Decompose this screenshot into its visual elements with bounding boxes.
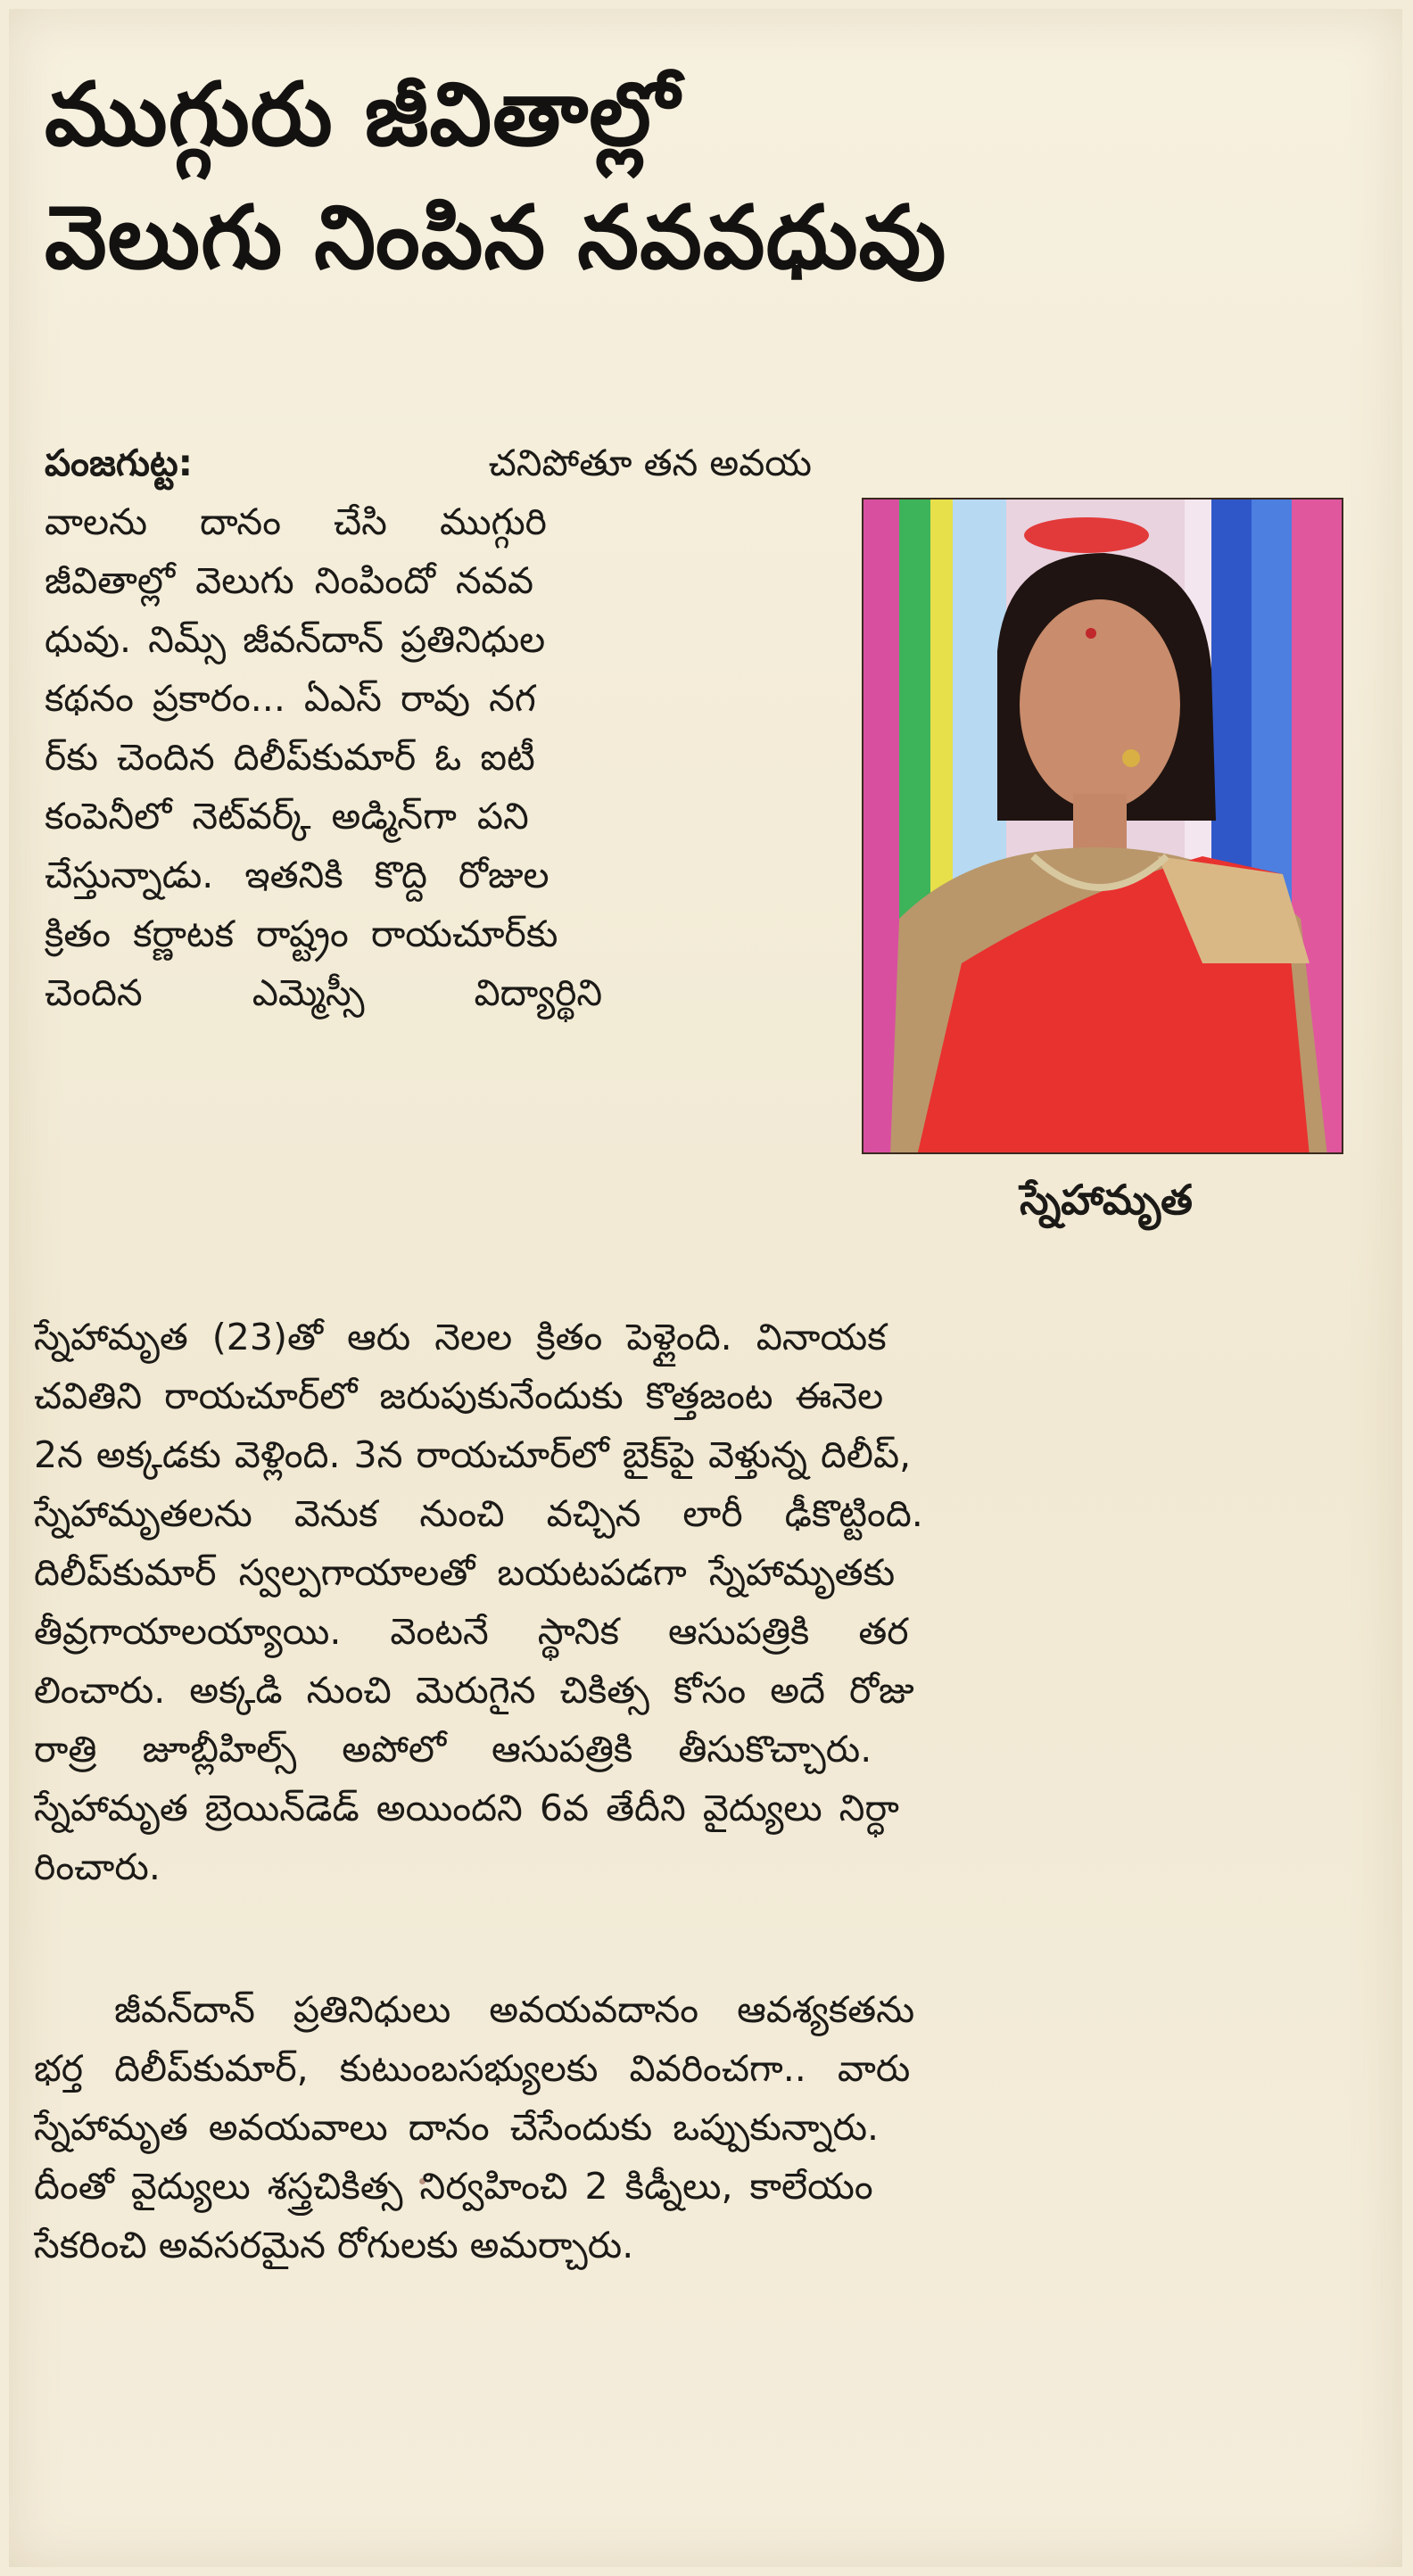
body-line: 2న అక్కడకు వెళ్లింది. 3న రాయచూర్‌లో బైక్‌పై వెళ్తున్న దిలీప్, xyxy=(34,1433,912,1476)
body-line: జీవితాల్లో వెలుగు నింపిందో నవవ xyxy=(45,559,533,602)
body-line: రాత్రి జూబ్లీహిల్స్ అపోలో ఆసుపత్రికి తీసుకొచ్చారు. xyxy=(34,1728,872,1771)
headline-line-1: ముగ్గురు జీవితాల్లో xyxy=(45,64,681,166)
bride-portrait-image xyxy=(864,500,1343,1154)
body-line: చేస్తున్నాడు. ఇతనికి కొద్ది రోజుల xyxy=(45,854,550,896)
body-line: చెందిన ఎమ్మెస్సీ విద్యార్థిని xyxy=(45,971,603,1014)
body-line: దీంతో వైద్యులు శస్త్రచికిత్స నిర్వహించి 2 కిడ్నీలు, కాలేయం xyxy=(34,2165,873,2208)
body-line: లించారు. అక్కడి నుంచి మెరుగైన చికిత్స కోసం అదే రోజు xyxy=(34,1669,914,1712)
article-body-column xyxy=(45,433,812,1022)
body-line: భర్త దిలీప్‌కుమార్, కుటుంబసభ్యులకు వివరించగా.. వారు xyxy=(34,2047,911,2090)
body-line: కంపెనీలో నెట్‌వర్క్ అడ్మిన్‌గా పని xyxy=(45,795,529,838)
dateline: పంజగుట్ట: xyxy=(45,442,194,484)
body-line xyxy=(45,433,812,492)
body-line: స్నేహామృత (23)తో ఆరు నెలల క్రితం పెళ్లైంది. వినాయక xyxy=(34,1316,887,1358)
body-line-text: చనిపోతూ తన అవయ xyxy=(488,442,812,484)
body-line: క్రితం కర్ణాటక రాష్ట్రం రాయచూర్‌కు xyxy=(45,912,558,955)
body-line: తీవ్రగాయాలయ్యాయి. వెంటనే స్థానిక ఆసుపత్రికి తర xyxy=(34,1610,909,1653)
body-line: దిలీప్‌కుమార్ స్వల్పగాయాలతో బయటపడగా స్నేహామృతకు xyxy=(34,1551,896,1594)
body-line: చవితిని రాయచూర్‌లో జరుపుకునేందుకు కొత్తజంట ఈనెల xyxy=(34,1375,884,1417)
article-headline xyxy=(45,54,1347,300)
body-line: ధువు. నిమ్స్ జీవన్‌దాన్ ప్రతినిధుల xyxy=(45,618,546,661)
body-line: సేకరించి అవసరమైన రోగులకు అమర్చారు. xyxy=(34,2224,634,2266)
body-line: స్నేహామృత అవయవాలు దానం చేసేందుకు ఒప్పుకున్నారు. xyxy=(34,2106,880,2149)
body-line: స్నేహామృత బ్రెయిన్‌డెడ్ అయిందని 6వ తేదీని వైద్యులు నిర్ధా xyxy=(34,1787,899,1829)
photo-caption: స్నేహామృత xyxy=(1020,1176,1193,1224)
article-body-paragraph-1 xyxy=(34,1308,1354,1896)
body-line: స్నేహామృతలను వెనుక నుంచి వచ్చిన లారీ ఢీకొట్టింది. xyxy=(34,1492,923,1535)
body-line: కథనం ప్రకారం... ఏఎస్ రావు నగ xyxy=(45,677,536,720)
bride-photo xyxy=(862,498,1343,1154)
headline-line-2: వెలుగు నింపిన నవవధువు xyxy=(45,187,947,289)
body-line: ర్‌కు చెందిన దిలీప్‌కుమార్ ఓ ఐటీ xyxy=(45,736,535,779)
body-line: జీవన్‌దాన్ ప్రతినిధులు అవయవదానం ఆవశ్యకతను xyxy=(114,1988,915,2031)
article-body-paragraph-2 xyxy=(34,1980,1354,2275)
body-line: రించారు. xyxy=(34,1845,161,1888)
body-line: వాలను దానం చేసి ముగ్గురి xyxy=(45,500,547,543)
